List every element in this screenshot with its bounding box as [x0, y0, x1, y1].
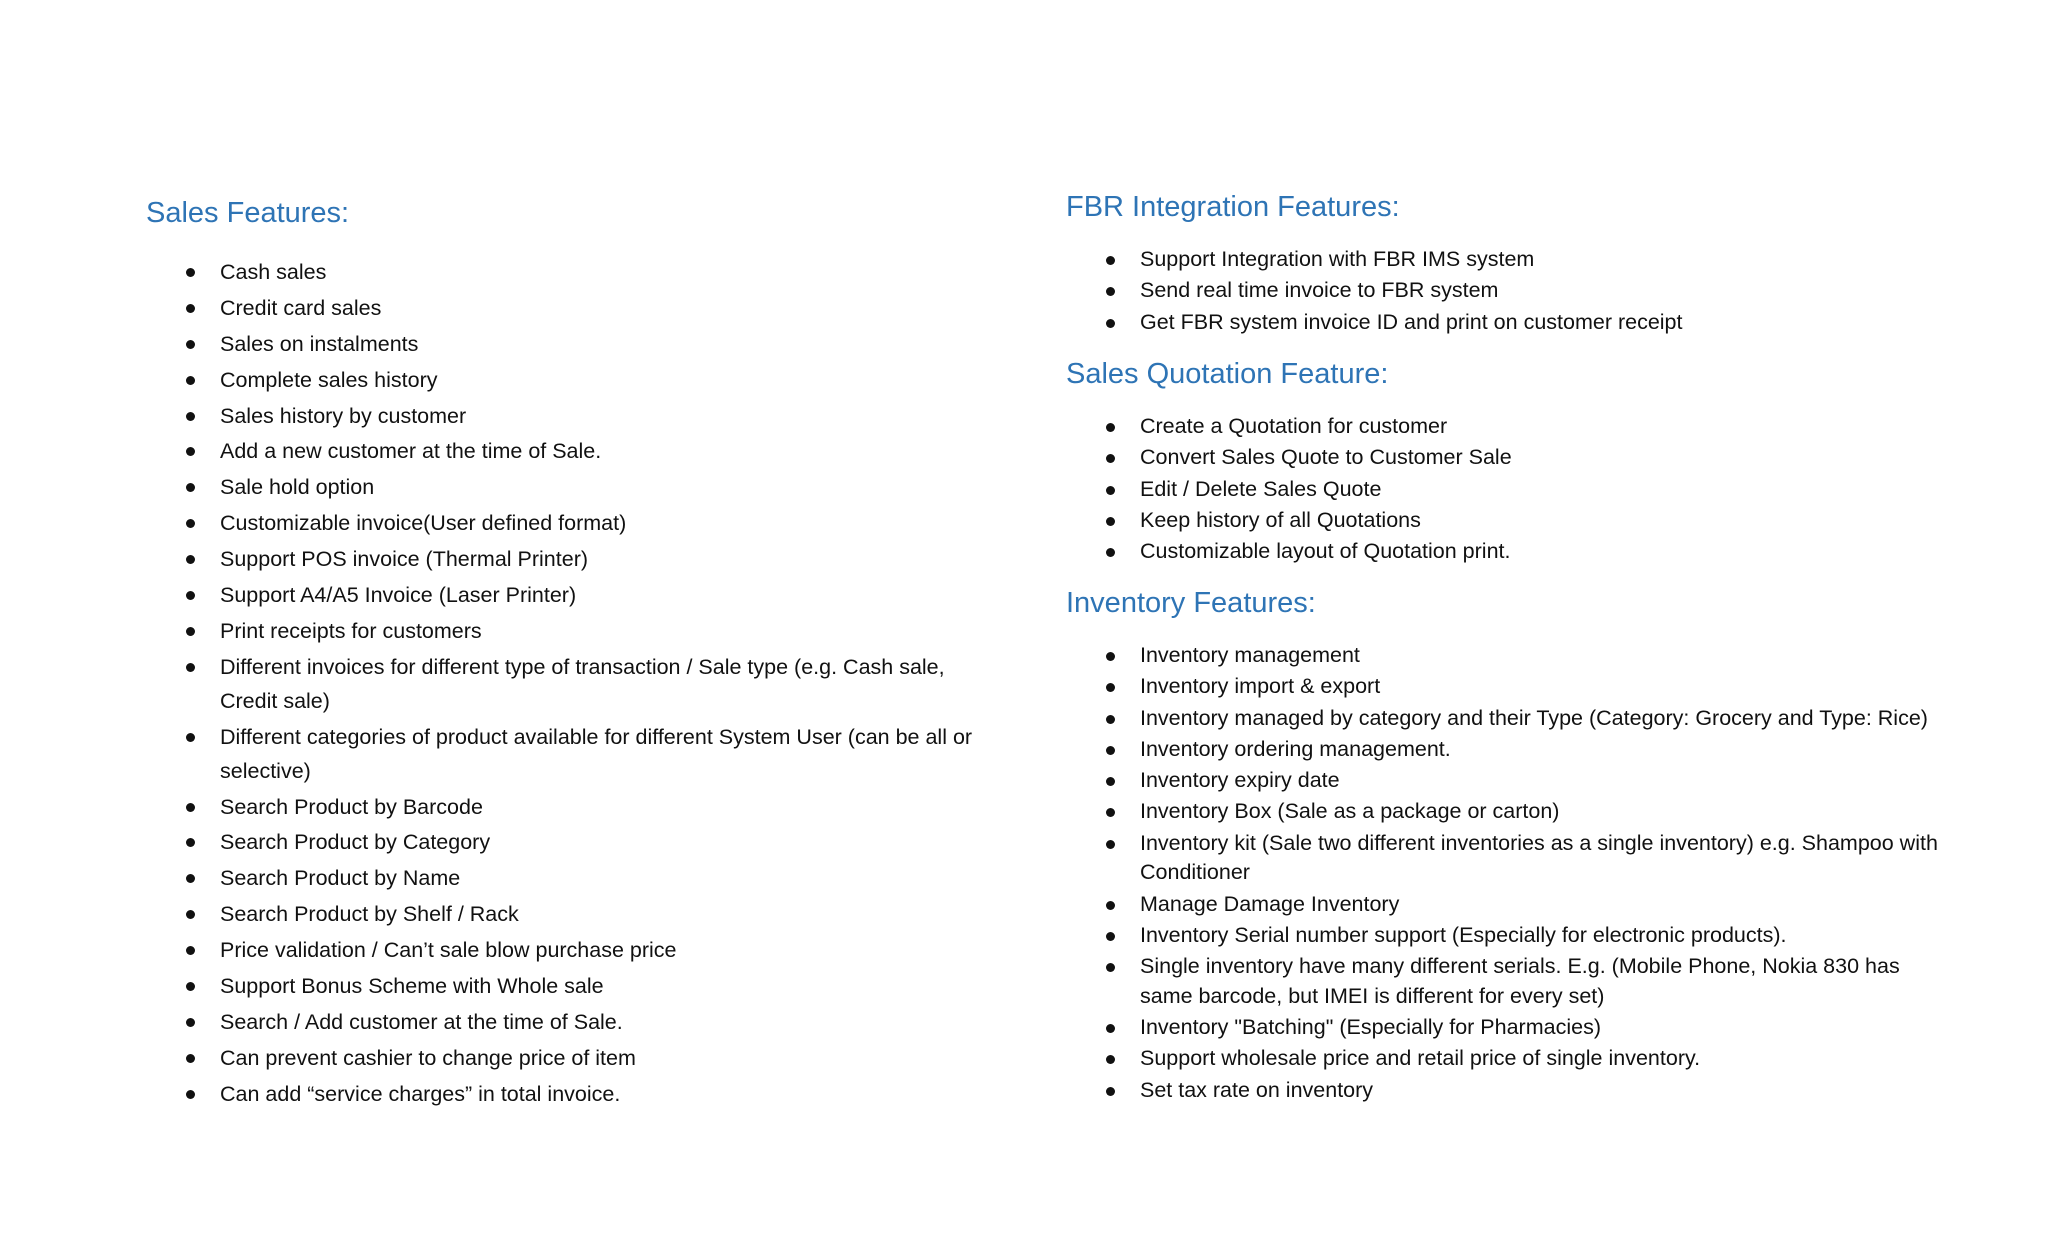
list-item	[1066, 1013, 1946, 1043]
bullet-icon	[186, 447, 195, 456]
sales-quotation-heading: Sales Quotation Feature:	[1066, 358, 1389, 390]
list-item-text: Support POS invoice (Thermal Printer)	[220, 547, 589, 572]
bullet-icon	[186, 1090, 195, 1099]
bullet-icon	[186, 519, 195, 528]
list-item	[146, 506, 1006, 540]
list-item-text: Search Product by Barcode	[220, 794, 483, 819]
list-item-text: Manage Damage Inventory	[1140, 891, 1400, 916]
bullet-icon	[186, 340, 195, 349]
list-item	[146, 1077, 1006, 1111]
list-item-text: Create a Quotation for customer	[1140, 414, 1448, 438]
list-item-text: Can prevent cashier to change price of item	[220, 1045, 636, 1070]
list-item-text: Complete sales history	[220, 367, 438, 392]
list-item-text: Single inventory have many different serials. E.g. (Mobile Phone, Nokia 830 has same barcode, but IMEI is different for every set)	[1140, 954, 1900, 1008]
list-item	[146, 291, 1006, 325]
list-item	[146, 470, 1006, 504]
list-item-text: Keep history of all Quotations	[1140, 507, 1421, 532]
inventory-features-heading: Inventory Features:	[1066, 587, 1316, 619]
bullet-icon	[186, 627, 195, 636]
bullet-icon	[1106, 715, 1115, 724]
list-item-text: Search Product by Shelf / Rack	[220, 902, 519, 927]
list-item	[1066, 443, 1946, 473]
bullet-icon	[186, 591, 195, 600]
fbr-integration-heading: FBR Integration Features:	[1066, 191, 1400, 223]
list-item-text: Sales history by customer	[220, 403, 467, 428]
bullet-icon	[186, 304, 195, 313]
bullet-icon	[1106, 454, 1115, 463]
list-item-text: Support A4/A5 Invoice (Laser Printer)	[220, 583, 577, 608]
inventory-features-list	[1066, 641, 1946, 1107]
list-item-text: Inventory expiry date	[1140, 768, 1340, 793]
list-item-text: Inventory "Batching" (Especially for Pharmacies)	[1140, 1014, 1601, 1039]
list-item	[146, 434, 1006, 468]
list-item-text: Credit card sales	[220, 295, 382, 320]
list-item	[1066, 921, 1946, 951]
list-item	[146, 363, 1006, 397]
list-item	[1066, 308, 1946, 338]
bullet-icon	[186, 982, 195, 991]
list-item-text: Cash sales	[220, 260, 327, 284]
list-item	[1066, 766, 1946, 796]
bullet-icon	[1106, 932, 1115, 941]
bullet-icon	[186, 733, 195, 742]
list-item-text: Edit / Delete Sales Quote	[1140, 476, 1382, 501]
list-item	[1066, 475, 1946, 505]
list-item	[1066, 952, 1946, 1011]
list-item	[1066, 537, 1946, 567]
list-item	[1066, 704, 1946, 734]
bullet-icon	[186, 663, 195, 672]
list-item	[1066, 1076, 1946, 1106]
list-item	[1066, 245, 1946, 275]
list-item-text: Search / Add customer at the time of Sale.	[220, 1009, 623, 1034]
list-item	[1066, 890, 1946, 920]
bullet-icon	[186, 1018, 195, 1027]
list-item-text: Different invoices for different type of transaction / Sale type (e.g. Cash sale, Credit sale)	[220, 654, 945, 713]
bullet-icon	[186, 946, 195, 955]
list-item-text: Search Product by Name	[220, 866, 461, 891]
bullet-icon	[186, 268, 195, 277]
bullet-icon	[1106, 1087, 1115, 1096]
list-item-text: Different categories of product available for different System User (can be all or selective)	[220, 724, 973, 783]
list-item	[146, 399, 1006, 433]
list-item-text: Print receipts for customers	[220, 618, 482, 643]
list-item	[1066, 672, 1946, 702]
bullet-icon	[186, 555, 195, 564]
bullet-icon	[1106, 486, 1115, 495]
bullet-icon	[1106, 683, 1115, 692]
list-item-text: Price validation / Can’t sale blow purchase price	[220, 938, 677, 963]
list-item	[146, 825, 1006, 859]
list-item	[146, 720, 1006, 788]
list-item-text: Inventory kit (Sale two different inventories as a single inventory) e.g. Shampoo with Conditioner	[1140, 830, 1938, 885]
list-item	[146, 1041, 1006, 1075]
list-item-text: Inventory Box (Sale as a package or carton)	[1140, 799, 1560, 824]
bullet-icon	[1106, 808, 1115, 817]
list-item-text: Support Integration with FBR IMS system	[1140, 247, 1535, 271]
list-item-text: Inventory managed by category and their Type (Category: Grocery and Type: Rice)	[1140, 705, 1928, 730]
list-item	[146, 790, 1006, 824]
sales-features-list	[146, 255, 1006, 1113]
list-item-text: Send real time invoice to FBR system	[1140, 278, 1499, 303]
sales-features-heading: Sales Features:	[146, 197, 350, 229]
bullet-icon	[186, 1054, 195, 1063]
bullet-icon	[186, 483, 195, 492]
list-item	[146, 327, 1006, 361]
bullet-icon	[1106, 963, 1115, 972]
list-item-text: Customizable layout of Quotation print.	[1140, 539, 1511, 564]
list-item	[1066, 1044, 1946, 1074]
bullet-icon	[1106, 548, 1115, 557]
list-item-text: Inventory Serial number support (Especially for electronic products).	[1140, 922, 1787, 947]
fbr-integration-list	[1066, 245, 1946, 339]
list-item-text: Sale hold option	[220, 475, 375, 500]
bullet-icon	[186, 803, 195, 812]
bullet-icon	[1106, 1024, 1115, 1033]
list-item-text: Add a new customer at the time of Sale.	[220, 439, 602, 464]
list-item-text: Can add “service charges” in total invoice.	[220, 1081, 621, 1106]
list-item	[1066, 412, 1946, 442]
bullet-icon	[186, 412, 195, 421]
list-item-text: Convert Sales Quote to Customer Sale	[1140, 445, 1512, 470]
list-item-text: Search Product by Category	[220, 830, 491, 855]
bullet-icon	[1106, 287, 1115, 296]
list-item	[146, 578, 1006, 612]
list-item	[146, 542, 1006, 576]
bullet-icon	[1106, 1055, 1115, 1064]
list-item	[1066, 797, 1946, 827]
list-item-text: Inventory import & export	[1140, 674, 1381, 699]
list-item-text: Support wholesale price and retail price of single inventory.	[1140, 1046, 1701, 1071]
bullet-icon	[1106, 840, 1115, 849]
list-item	[1066, 735, 1946, 765]
list-item	[146, 969, 1006, 1003]
list-item	[1066, 829, 1946, 888]
list-item	[146, 897, 1006, 931]
sales-quotation-list	[1066, 412, 1946, 568]
bullet-icon	[1106, 652, 1115, 661]
bullet-icon	[186, 910, 195, 919]
list-item-text: Inventory management	[1140, 643, 1360, 667]
bullet-icon	[1106, 777, 1115, 786]
list-item	[146, 650, 1006, 718]
bullet-icon	[1106, 319, 1115, 328]
list-item-text: Inventory ordering management.	[1140, 736, 1451, 761]
list-item	[146, 255, 1006, 289]
list-item	[1066, 506, 1946, 536]
list-item	[146, 861, 1006, 895]
list-item	[1066, 276, 1946, 306]
bullet-icon	[1106, 901, 1115, 910]
list-item	[146, 1005, 1006, 1039]
bullet-icon	[186, 376, 195, 385]
list-item	[146, 614, 1006, 648]
bullet-icon	[1106, 746, 1115, 755]
list-item-text: Sales on instalments	[220, 331, 419, 356]
list-item	[146, 933, 1006, 967]
list-item-text: Get FBR system invoice ID and print on customer receipt	[1140, 309, 1683, 334]
list-item-text: Set tax rate on inventory	[1140, 1077, 1374, 1102]
list-item-text: Customizable invoice(User defined format)	[220, 511, 627, 536]
bullet-icon	[1106, 256, 1115, 265]
list-item-text: Support Bonus Scheme with Whole sale	[220, 974, 604, 999]
list-item	[1066, 641, 1946, 671]
bullet-icon	[1106, 517, 1115, 526]
bullet-icon	[186, 874, 195, 883]
bullet-icon	[1106, 423, 1115, 432]
bullet-icon	[186, 838, 195, 847]
